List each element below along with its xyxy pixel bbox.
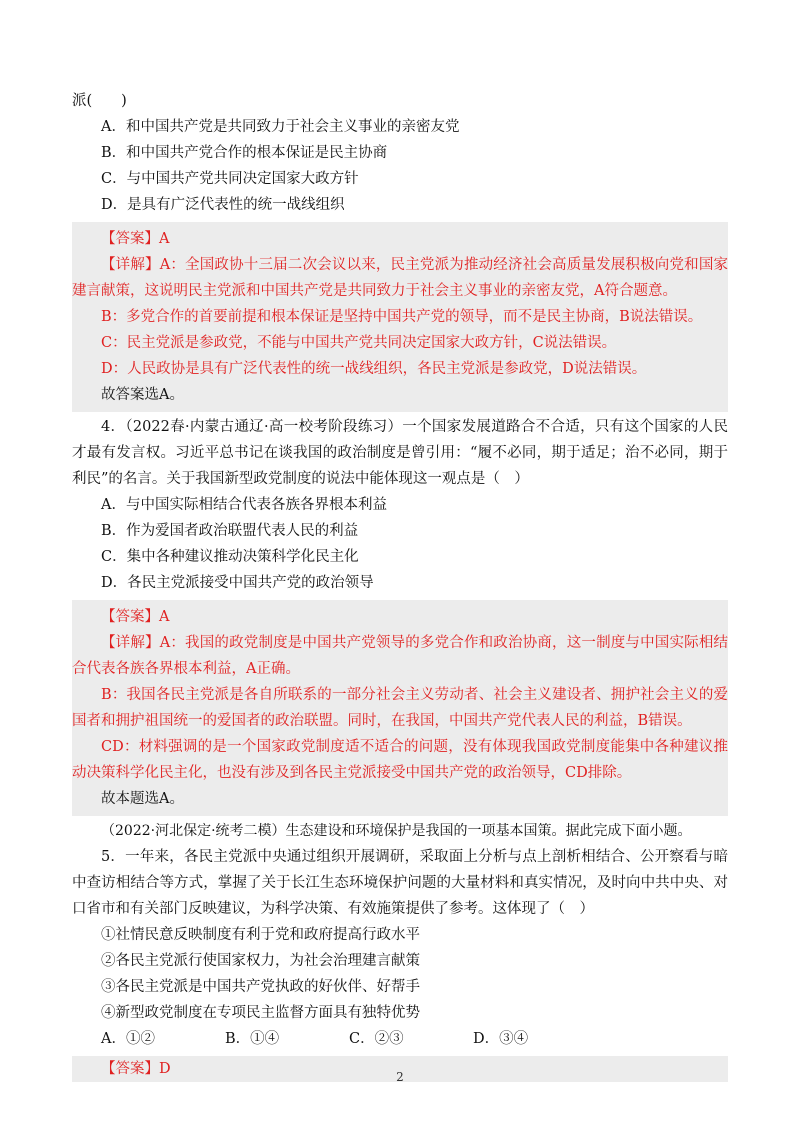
q3-conclusion: 故答案选A。 xyxy=(101,387,184,403)
q3-detail-1: 【详解】A：全国政协十三届二次会议以来，民主党派为推动经济社会高质量发展积极向党和国家建言献策，这说明民主党派和中国共产党是共同致力于社会主义事业的亲密友党，A符合题意。 xyxy=(72,257,728,299)
q5-choice-a: A．①② xyxy=(101,1031,155,1047)
q3-detail-4: D：人民政协是具有广泛代表性的统一战线组织，各民主党派是参政党，D说法错误。 xyxy=(101,361,647,377)
document-page xyxy=(72,88,728,1082)
q4-option-a: A．与中国实际相结合代表各族各界根本利益 xyxy=(101,497,387,513)
q4-answer-box xyxy=(72,600,728,816)
q5-choice-c: C．②③ xyxy=(349,1031,404,1047)
q4-detail-3: CD：材料强调的是一个国家政党制度适不适合的问题，没有体现我国政党制度能集中各种建议推动决策科学化民主化，也没有涉及到各民主党派接受中国共产党的政治领导，CD排除。 xyxy=(72,739,728,781)
q3-option-d: D．是具有广泛代表性的统一战线组织 xyxy=(101,197,345,213)
q5-statement-4: ④新型政党制度在专项民主监督方面具有独特优势 xyxy=(101,1005,420,1021)
q3-stem-tail: 派( ) xyxy=(72,93,127,109)
q3-answer: 【答案】A xyxy=(101,231,170,247)
q5-statement-3: ③各民主党派是中国共产党执政的好伙伴、好帮手 xyxy=(101,979,420,995)
q5-answer: 【答案】D xyxy=(101,1061,171,1077)
page-number: 2 xyxy=(396,1070,404,1084)
q4-option-c: C．集中各种建议推动决策科学化民主化 xyxy=(101,549,359,565)
q3-detail-2: B：多党合作的首要前提和根本保证是坚持中国共产党的领导，而不是民主协商，B说法错误。 xyxy=(101,309,703,325)
q3-option-a: A．和中国共产党是共同致力于社会主义事业的亲密友党 xyxy=(101,119,460,135)
q3-detail-3: C：民主党派是参政党，不能与中国共产党共同决定国家大政方针，C说法错误。 xyxy=(101,335,617,351)
q5-choices xyxy=(72,1026,728,1052)
q4-detail-2: B：我国各民主党派是各自所联系的一部分社会主义劳动者、社会主义建设者、拥护社会主义的爱国者和拥护祖国统一的爱国者的政治联盟。同时，在我国，中国共产党代表人民的利益，B错误。 xyxy=(72,687,728,729)
q3-option-b: B．和中国共产党合作的根本保证是民主协商 xyxy=(101,145,388,161)
q4-option-b: B．作为爱国者政治联盟代表人民的利益 xyxy=(101,523,359,539)
q4-detail-1: 【详解】A：我国的政党制度是中国共产党领导的多党合作和政治协商，这一制度与中国实际相结合代表各族各界根本利益，A正确。 xyxy=(72,635,728,677)
q5-choice-b: B．①④ xyxy=(225,1031,280,1047)
q5-statement-1: ①社情民意反映制度有利于党和政府提高行政水平 xyxy=(101,927,420,943)
q4-option-d: D．各民主党派接受中国共产党的政治领导 xyxy=(101,575,374,591)
q5-intro: （2022·河北保定·统考二模）生态建设和环境保护是我国的一项基本国策。据此完成下面小题。 xyxy=(101,823,692,839)
q3-answer-box xyxy=(72,222,728,412)
q4-conclusion: 故本题选A。 xyxy=(101,791,184,807)
q3-option-c: C．与中国共产党共同决定国家大政方针 xyxy=(101,171,359,187)
q5-statement-2: ②各民主党派行使国家权力，为社会治理建言献策 xyxy=(101,953,420,969)
q4-answer: 【答案】A xyxy=(101,609,170,625)
q4-stem: 4．（2022春·内蒙古通辽·高一校考阶段练习）一个国家发展道路合不合适，只有这个国家的人民才最有发言权。习近平总书记在谈我国的政治制度是曾引用：“履不必同，期于适足；治不必同，期于利民”的名言。关于我国新型政党制度的说法中能体现这一观点是（ ） xyxy=(72,419,728,487)
q5-choice-d: D．③④ xyxy=(473,1031,529,1047)
q5-stem: 5．一年来，各民主党派中央通过组织开展调研，采取面上分析与点上剖析相结合、公开察看与暗中查访相结合等方式，掌握了关于长江生态环境保护问题的大量材料和真实情况，及时向中共中央、对口省市和有关部门反映建议，为科学决策、有效施策提供了参考。这体现了（ ） xyxy=(72,849,728,917)
